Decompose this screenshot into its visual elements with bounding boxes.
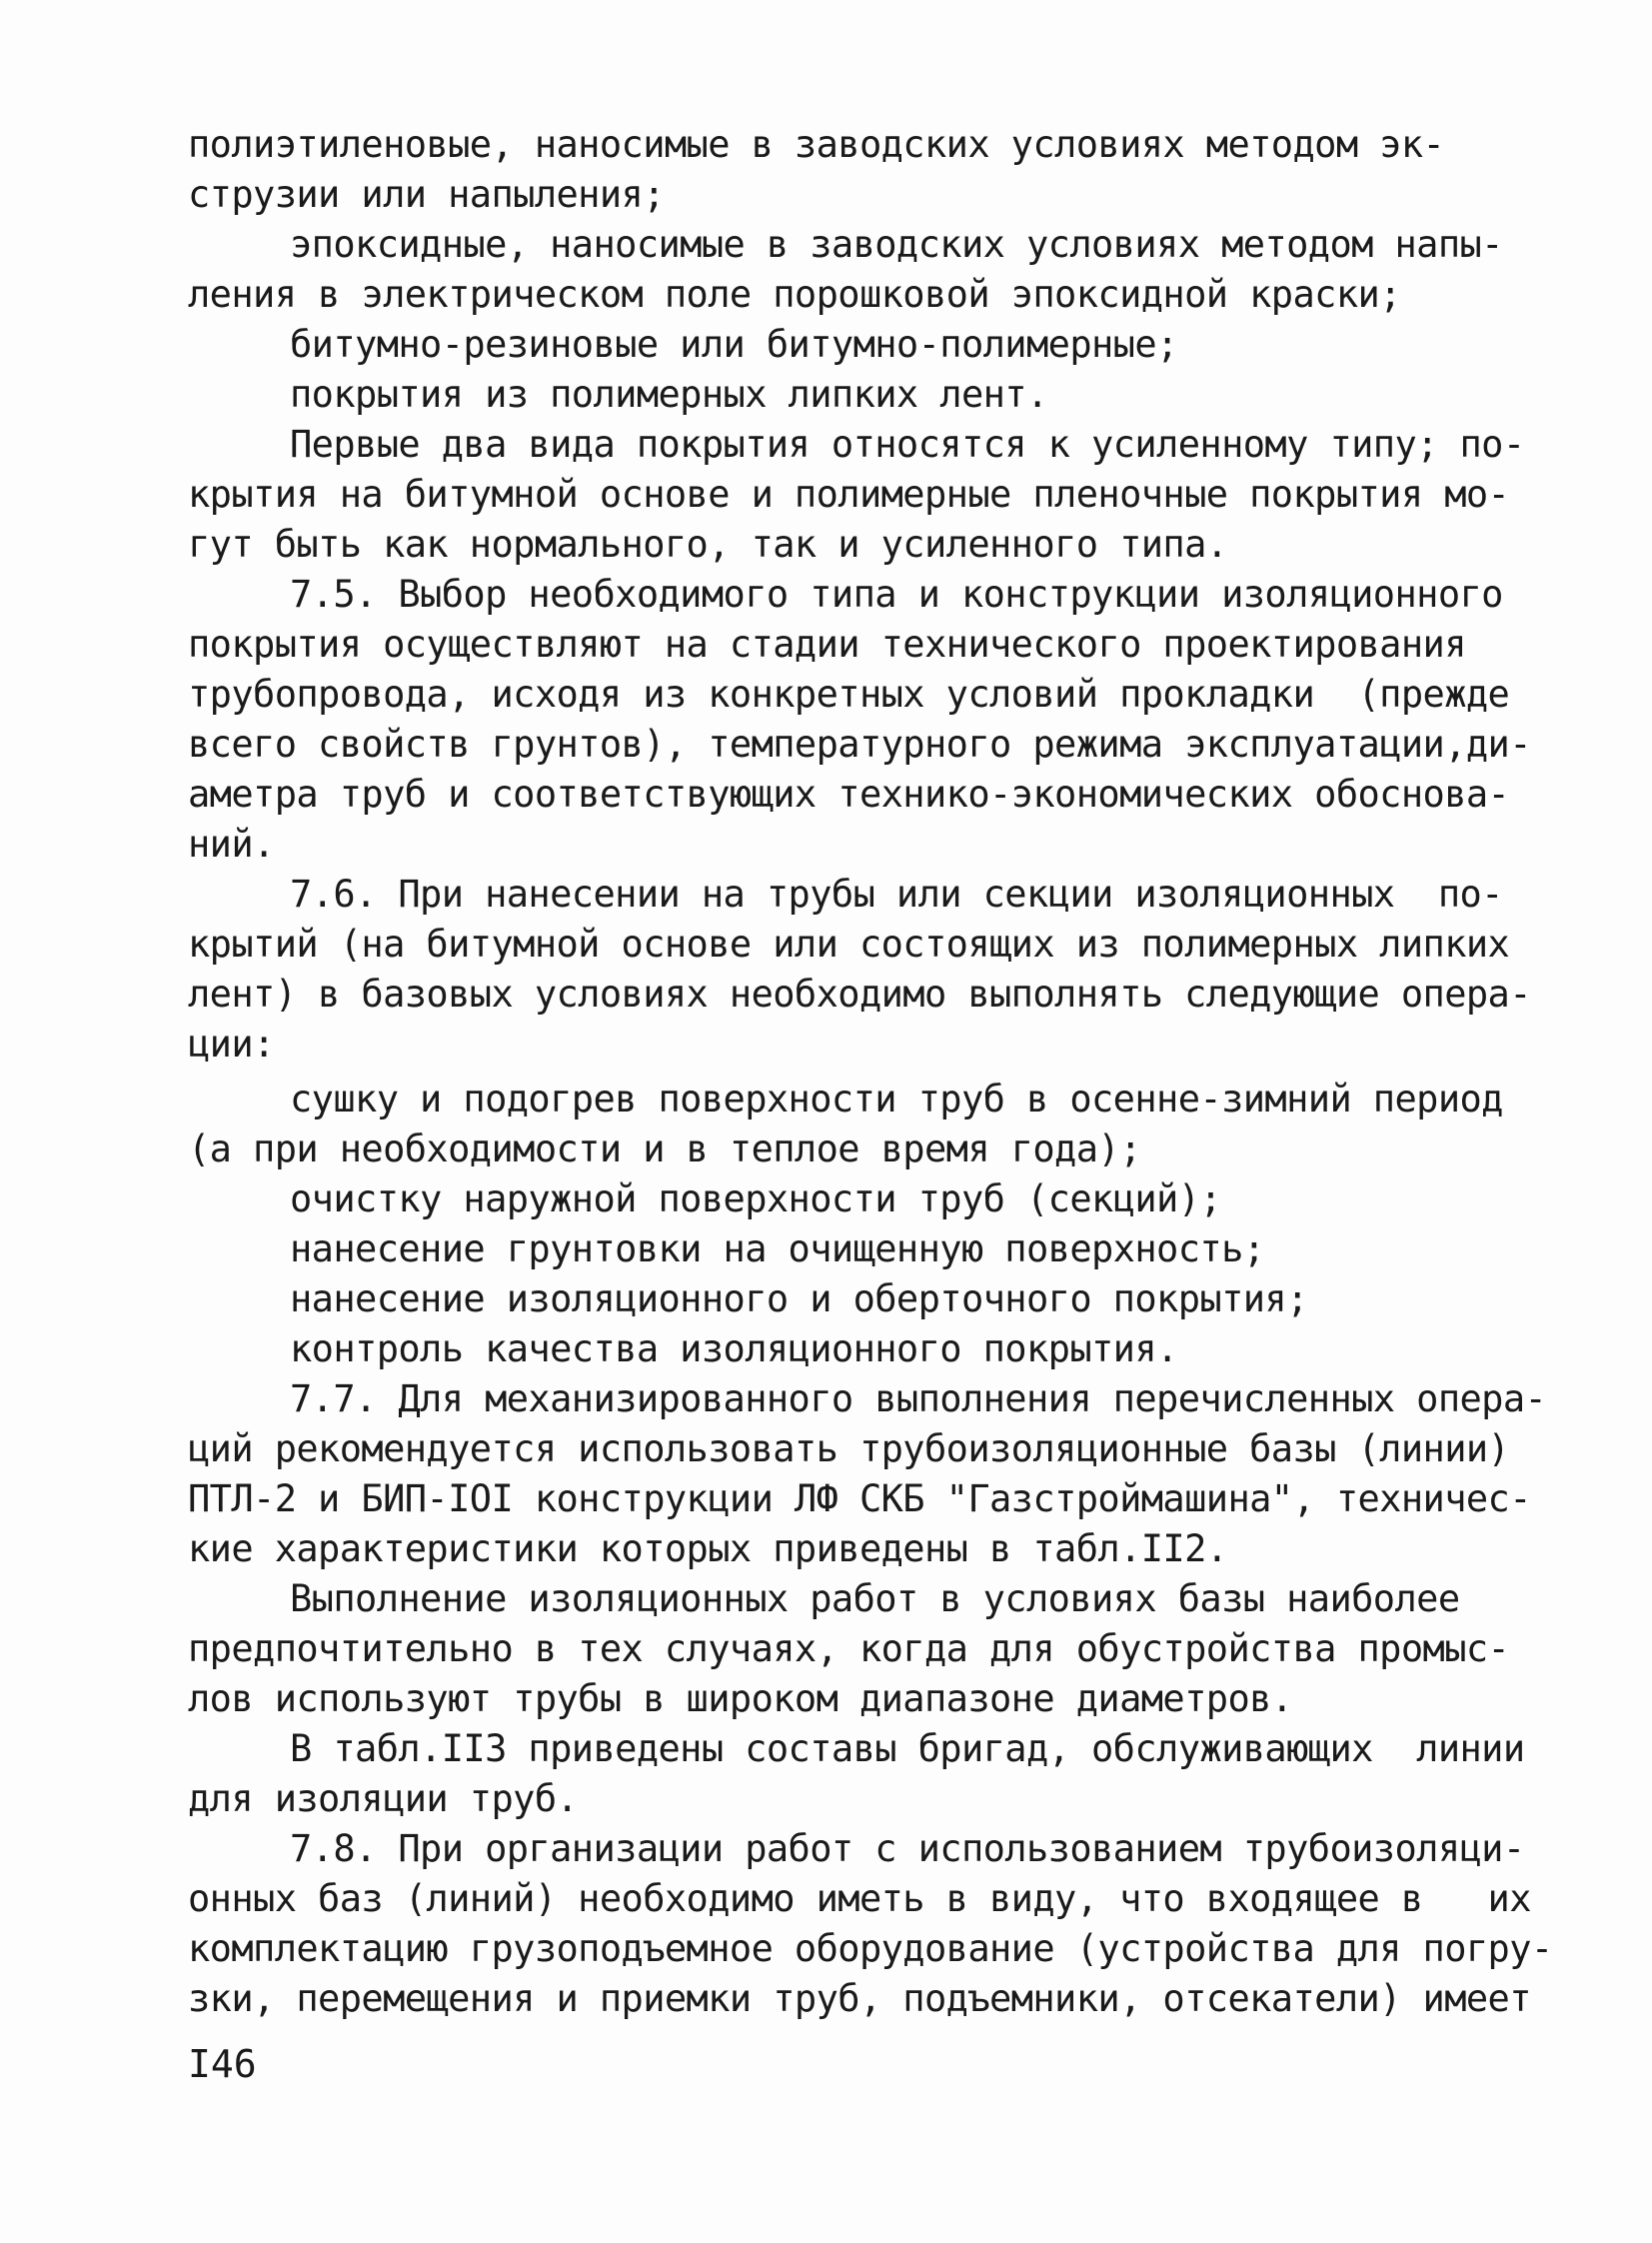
text-line: полиэтиленовые, наносимые в заводских условиях методом эк- bbox=[188, 123, 1445, 166]
text-line: крытия на битумной основе и полимерные пленочные покрытия мо- bbox=[188, 473, 1510, 516]
text-line: 7.6. При нанесении на трубы или секции изоляционных по- bbox=[290, 873, 1503, 916]
text-line: ций рекомендуется использовать трубоизоляционные базы (линии) bbox=[188, 1427, 1510, 1470]
text-line: зки, перемещения и приемки труб, подъемники, отсекатели) имеет bbox=[188, 1977, 1531, 2020]
text-line: ления в электрическом поле порошковой эпоксидной краски; bbox=[188, 273, 1401, 316]
text-line: для изоляции труб. bbox=[188, 1777, 579, 1820]
text-line: ПТЛ-2 и БИП-IOI конструкции ЛФ СКБ "Газстроймашина", техничес- bbox=[188, 1477, 1531, 1520]
text-line: ции: bbox=[188, 1023, 275, 1066]
text-line: сушку и подогрев поверхности труб в осенне-зимний период bbox=[290, 1078, 1503, 1121]
text-line: Выполнение изоляционных работ в условиях базы наиболее bbox=[290, 1577, 1460, 1620]
page-number: I46 bbox=[188, 2042, 257, 2086]
text-line: кие характеристики которых приведены в табл.II2. bbox=[188, 1527, 1228, 1570]
text-line: битумно-резиновые или битумно-полимерные; bbox=[290, 323, 1178, 366]
text-line: 7.7. Для механизированного выполнения перечисленных опера- bbox=[290, 1377, 1547, 1420]
text-line: лов используют трубы в широком диапазоне диаметров. bbox=[188, 1677, 1293, 1720]
text-line: аметра труб и соответствующих технико-экономических обоснова- bbox=[188, 773, 1510, 816]
text-line: контроль качества изоляционного покрытия. bbox=[290, 1327, 1178, 1370]
text-line: нанесение изоляционного и оберточного покрытия; bbox=[290, 1277, 1308, 1320]
text-line: Первые два вида покрытия относятся к усиленному типу; по- bbox=[290, 423, 1525, 466]
text-line: гут быть как нормального, так и усиленного типа. bbox=[188, 523, 1228, 566]
text-line: трубопровода, исходя из конкретных условий прокладки (прежде bbox=[188, 673, 1510, 716]
text-line: лент) в базовых условиях необходимо выполнять следующие опера- bbox=[188, 973, 1531, 1016]
text-line: В табл.II3 приведены составы бригад, обслуживающих линии bbox=[290, 1727, 1525, 1770]
text-line: ний. bbox=[188, 823, 275, 866]
text-line: 7.8. При организации работ с использованием трубоизоляци- bbox=[290, 1827, 1525, 1870]
text-line: предпочтительно в тех случаях, когда для обустройства промыс- bbox=[188, 1627, 1510, 1670]
text-line: 7.5. Выбор необходимого типа и конструкции изоляционного bbox=[290, 573, 1503, 616]
text-line: струзии или напыления; bbox=[188, 173, 665, 216]
text-line: очистку наружной поверхности труб (секций); bbox=[290, 1177, 1222, 1220]
text-line: покрытия осуществляют на стадии технического проектирования bbox=[188, 623, 1466, 666]
text-line: всего свойств грунтов), температурного режима эксплуатации,ди- bbox=[188, 723, 1531, 766]
text-line: нанесение грунтовки на очищенную поверхность; bbox=[290, 1227, 1265, 1270]
text-line: комплектацию грузоподъемное оборудование (устройства для погру- bbox=[188, 1927, 1553, 1970]
text-line: покрытия из полимерных липких лент. bbox=[290, 373, 1048, 416]
text-line: крытий (на битумной основе или состоящих из полимерных липких bbox=[188, 923, 1510, 966]
text-line: (а при необходимости и в теплое время года); bbox=[188, 1127, 1141, 1170]
text-line: онных баз (линий) необходимо иметь в виду, что входящее в их bbox=[188, 1877, 1531, 1920]
text-line: эпоксидные, наносимые в заводских условиях методом напы- bbox=[290, 223, 1503, 266]
